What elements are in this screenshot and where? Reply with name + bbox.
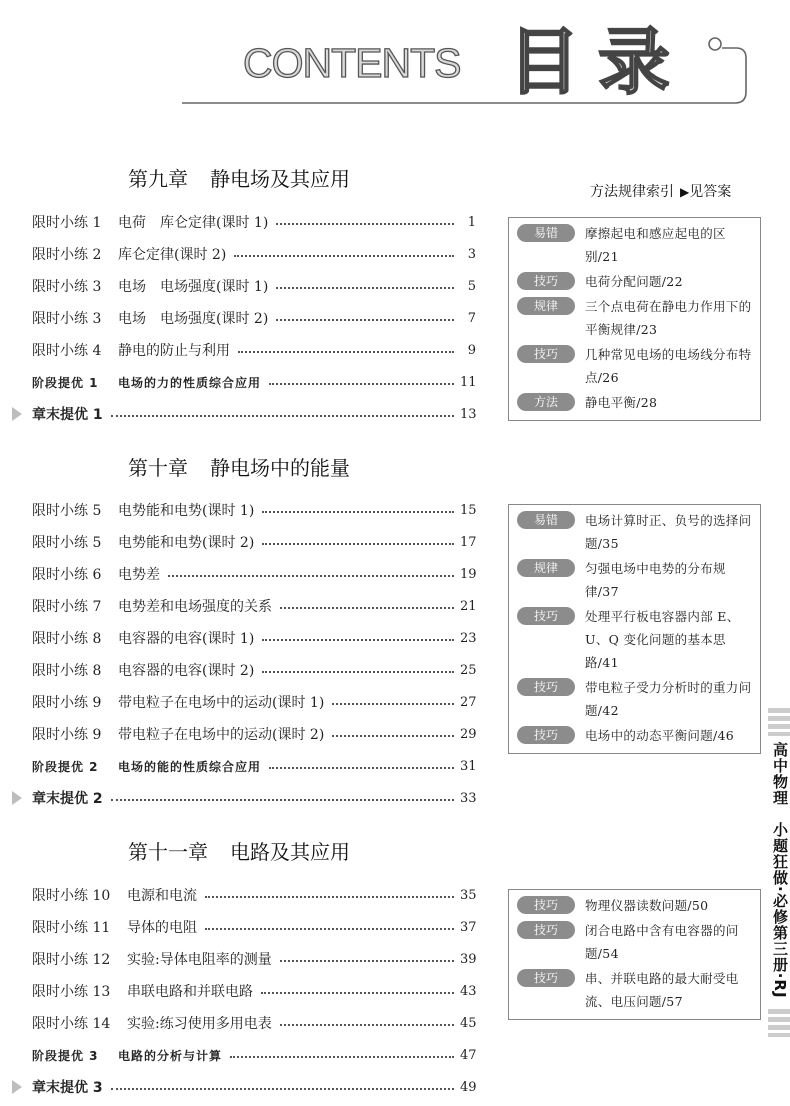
toc-row[interactable]: [32, 884, 476, 906]
method-tag: 技巧: [517, 678, 575, 696]
leader-dots: [280, 1024, 454, 1026]
leader-dots: [230, 1056, 454, 1058]
row-label: 章末提优 2: [32, 791, 103, 807]
row-page: 39: [460, 951, 477, 967]
row-page: 13: [460, 406, 477, 422]
row-label: 章末提优 1: [32, 407, 103, 423]
chapter-number: 第十一章: [128, 840, 208, 864]
leader-dots: [168, 575, 454, 577]
leader-dots: [111, 1088, 454, 1090]
toc-row-end[interactable]: [32, 787, 476, 809]
toc-row-stage[interactable]: [32, 371, 476, 393]
method-box-chapter-10: [508, 504, 761, 754]
method-index-text: 方法规律索引: [590, 184, 674, 200]
leader-dots: [280, 607, 454, 609]
method-text: 几种常见电场的电场线分布特点/26: [585, 347, 752, 385]
toc-row[interactable]: [32, 1012, 476, 1034]
chapter-11-title: [128, 836, 350, 865]
row-page: 19: [460, 566, 477, 582]
method-text: 电场中的动态平衡问题/46: [585, 728, 735, 743]
toc-row[interactable]: [32, 659, 476, 681]
row-title: 库仑定律(课时 2): [118, 247, 227, 263]
row-title: 电容器的电容(课时 2): [118, 663, 255, 679]
toc-row-end[interactable]: [32, 1076, 476, 1098]
row-title: 实验:导体电阻率的测量: [127, 952, 272, 968]
leader-dots: [262, 639, 454, 641]
triangle-marker-icon: [12, 1080, 22, 1094]
row-label: 限时小练 8: [32, 663, 102, 679]
row-page: 43: [460, 983, 477, 999]
method-text: 物理仪器读数问题/50: [585, 898, 709, 913]
row-title: 电场的能的性质综合应用: [118, 759, 262, 774]
method-tag: 技巧: [517, 896, 575, 914]
leader-dots: [262, 543, 454, 545]
method-tag: 技巧: [517, 607, 575, 625]
leader-dots: [205, 928, 454, 930]
toc-row[interactable]: [32, 499, 476, 521]
toc-row[interactable]: [32, 563, 476, 585]
row-label: 限时小练 4: [32, 343, 102, 359]
row-title: 串联电路和并联电路: [127, 984, 253, 1000]
toc-row[interactable]: [32, 211, 476, 233]
row-title: 电势能和电势(课时 1): [118, 503, 255, 519]
method-text: 摩擦起电和感应起电的区别/21: [585, 226, 726, 264]
row-page: 17: [460, 534, 477, 550]
method-index-label: [590, 181, 731, 201]
row-page: 1: [467, 214, 476, 230]
row-title: 实验:练习使用多用电表: [127, 1016, 272, 1032]
row-title: 电势差和电场强度的关系: [118, 599, 272, 615]
header-contents: CONTENTS: [243, 40, 461, 86]
row-label: 限时小练 12: [32, 952, 111, 968]
toc-row-end[interactable]: [32, 403, 476, 425]
method-item: [517, 222, 754, 268]
method-tag: 规律: [517, 559, 575, 577]
leader-dots: [332, 735, 454, 737]
row-label: 限时小练 5: [32, 503, 102, 519]
leader-dots: [234, 255, 454, 257]
leader-dots: [238, 351, 454, 353]
row-page: 47: [460, 1047, 477, 1063]
row-title: 电路的分析与计算: [118, 1048, 223, 1063]
header-mulu: 目录: [508, 20, 689, 104]
row-page: 23: [460, 630, 477, 646]
chapter-name: 静电场及其应用: [210, 167, 350, 191]
triangle-marker-icon: [12, 407, 22, 421]
toc-row[interactable]: [32, 916, 476, 938]
side-book-tab: [768, 708, 790, 1037]
method-item: [517, 295, 754, 341]
chapter-9-title: [128, 163, 350, 192]
method-tag: 方法: [517, 393, 575, 411]
leader-dots: [262, 671, 454, 673]
method-text: 闭合电路中含有电容器的问题/54: [585, 923, 739, 961]
method-item: [517, 724, 754, 747]
row-label: 限时小练 14: [32, 1016, 111, 1032]
row-label: 限时小练 1: [32, 215, 102, 231]
method-item: [517, 509, 754, 555]
row-label: 限时小练 7: [32, 599, 102, 615]
row-label: 限时小练 5: [32, 535, 102, 551]
row-page: 33: [460, 790, 477, 806]
toc-row[interactable]: [32, 980, 476, 1002]
row-title: 电荷 库仑定律(课时 1): [118, 215, 269, 231]
row-title: 电容器的电容(课时 1): [118, 631, 255, 647]
method-tag: 易错: [517, 511, 575, 529]
row-page: 25: [460, 662, 477, 678]
method-tag: 规律: [517, 297, 575, 315]
method-item: [517, 676, 754, 722]
row-page: 21: [460, 598, 477, 614]
toc-row-stage[interactable]: [32, 755, 476, 777]
method-item: [517, 605, 754, 674]
row-title: 静电的防止与利用: [118, 343, 230, 359]
row-label: 限时小练 13: [32, 984, 111, 1000]
method-text: 静电平衡/28: [585, 395, 658, 410]
method-box-chapter-11: [508, 889, 761, 1020]
method-text: 三个点电荷在静电力作用下的平衡规律/23: [585, 299, 752, 337]
row-page: 37: [460, 919, 477, 935]
toc-row[interactable]: [32, 723, 476, 745]
triangle-marker-icon: [12, 791, 22, 805]
row-title: 导体的电阻: [127, 920, 197, 936]
row-page: 5: [467, 278, 476, 294]
leader-dots: [332, 703, 454, 705]
method-item: [517, 343, 754, 389]
method-text: 处理平行板电容器内部 E、U、Q 变化问题的基本思路/41: [585, 609, 740, 670]
leader-dots: [269, 383, 454, 385]
leader-dots: [276, 223, 454, 225]
chapter-number: 第十章: [128, 456, 188, 480]
side-stripes: [768, 708, 790, 736]
chapter-number: 第九章: [128, 167, 188, 191]
row-page: 27: [460, 694, 477, 710]
row-label: 限时小练 2: [32, 247, 102, 263]
method-tag: 技巧: [517, 272, 575, 290]
method-text: 串、并联电路的最大耐受电流、电压问题/57: [585, 971, 739, 1009]
chapter-10-title: [128, 452, 350, 481]
row-page: 3: [467, 246, 476, 262]
toc-row-stage[interactable]: [32, 1044, 476, 1066]
leader-dots: [280, 960, 454, 962]
row-page: 35: [460, 887, 477, 903]
row-label: 阶段提优 2: [32, 759, 99, 774]
method-item: [517, 967, 754, 1013]
row-title: 带电粒子在电场中的运动(课时 2): [118, 727, 325, 743]
toc-row[interactable]: [32, 531, 476, 553]
method-item: [517, 894, 754, 917]
arrow-right-icon: ▶: [680, 185, 690, 199]
side-book-title: 高中物理 小题狂做·必修第三册·RJ: [771, 742, 789, 999]
row-title: 带电粒子在电场中的运动(课时 1): [118, 695, 325, 711]
row-title: 电场 电场强度(课时 1): [118, 279, 269, 295]
method-item: [517, 270, 754, 293]
method-tag: 技巧: [517, 921, 575, 939]
row-label: 限时小练 3: [32, 279, 102, 295]
method-item: [517, 391, 754, 414]
row-page: 9: [467, 342, 476, 358]
toc-row[interactable]: [32, 243, 476, 265]
row-label: 限时小练 6: [32, 567, 102, 583]
row-title: 电势能和电势(课时 2): [118, 535, 255, 551]
row-label: 限时小练 10: [32, 888, 111, 904]
toc-row[interactable]: [32, 948, 476, 970]
leader-dots: [276, 287, 454, 289]
row-page: 29: [460, 726, 477, 742]
row-page: 7: [467, 310, 476, 326]
method-text: 带电粒子受力分析时的重力问题/42: [585, 680, 752, 718]
method-tag: 易错: [517, 224, 575, 242]
method-text: 电荷分配问题/22: [585, 274, 683, 289]
leader-dots: [111, 415, 454, 417]
row-page: 11: [460, 374, 477, 390]
toc-row[interactable]: [32, 275, 476, 297]
method-box-chapter-9: [508, 217, 761, 421]
chapter-name: 电路及其应用: [230, 840, 350, 864]
toc-row[interactable]: [32, 339, 476, 361]
leader-dots: [111, 799, 454, 801]
leader-dots: [205, 896, 454, 898]
method-tag: 技巧: [517, 726, 575, 744]
row-page: 45: [460, 1015, 477, 1031]
row-label: 限时小练 8: [32, 631, 102, 647]
method-tag: 技巧: [517, 345, 575, 363]
row-label: 阶段提优 1: [32, 375, 99, 390]
leader-dots: [276, 319, 454, 321]
method-item: [517, 919, 754, 965]
toc-row[interactable]: [32, 595, 476, 617]
row-title: 电势差: [118, 567, 160, 583]
row-label: 章末提优 3: [32, 1080, 103, 1096]
method-text: 电场计算时正、负号的选择问题/35: [585, 513, 752, 551]
toc-row[interactable]: [32, 691, 476, 713]
answer-text: 见答案: [689, 184, 732, 200]
toc-row[interactable]: [32, 307, 476, 329]
method-item: [517, 557, 754, 603]
leader-dots: [261, 992, 454, 994]
method-tag: 技巧: [517, 969, 575, 987]
row-page: 31: [460, 758, 477, 774]
row-label: 限时小练 3: [32, 311, 102, 327]
leader-dots: [262, 511, 454, 513]
leader-dots: [269, 767, 454, 769]
side-stripes: [768, 1009, 790, 1037]
row-page: 49: [460, 1079, 477, 1095]
chapter-name: 静电场中的能量: [210, 456, 350, 480]
toc-row[interactable]: [32, 627, 476, 649]
row-title: 电场的力的性质综合应用: [118, 375, 262, 390]
row-label: 阶段提优 3: [32, 1048, 99, 1063]
row-title: 电场 电场强度(课时 2): [118, 311, 269, 327]
row-label: 限时小练 9: [32, 727, 102, 743]
row-title: 电源和电流: [127, 888, 197, 904]
row-label: 限时小练 9: [32, 695, 102, 711]
row-page: 15: [460, 502, 477, 518]
method-text: 匀强电场中电势的分布规律/37: [585, 561, 726, 599]
row-label: 限时小练 11: [32, 920, 111, 936]
